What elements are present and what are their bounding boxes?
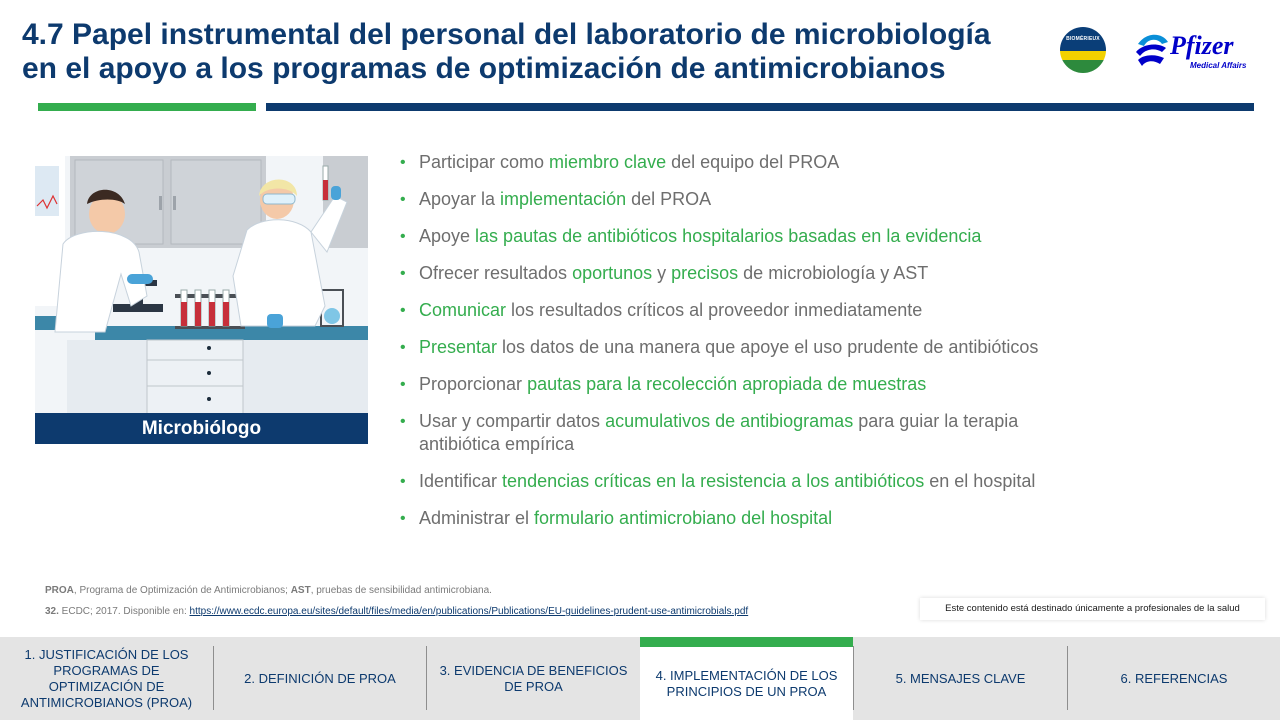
- bullet-item: [400, 262, 1090, 285]
- bullet-highlight-text: Comunicar: [419, 300, 507, 320]
- bullet-item: [400, 470, 1090, 493]
- bullet-text: en el hospital: [924, 471, 1036, 491]
- bullet-dot-icon: •: [400, 228, 406, 245]
- abbreviations-footnote: [45, 585, 492, 596]
- bullet-item: [400, 151, 1090, 174]
- nav-tab-referencias[interactable]: [1068, 637, 1280, 720]
- biomerieux-logo-band-yellow: [1060, 51, 1106, 60]
- bullet-item: [400, 299, 1090, 322]
- bullet-text: los datos de una manera que apoye el uso prudente de antibióticos: [497, 337, 1039, 357]
- nav-tab-label: 5. MENSAJES CLAVE: [895, 670, 1026, 686]
- reference-link[interactable]: https://www.ecdc.europa.eu/sites/default/files/media/en/publications/Publications/EU-guidelines-prudent-use-antimicrobials.pdf: [189, 606, 749, 617]
- bullet-highlight-text: acumulativos de antibiogramas: [605, 411, 854, 431]
- bullet-item: [400, 507, 1090, 530]
- bullet-text: del equipo del PROA: [666, 152, 840, 172]
- bullet-dot-icon: •: [400, 265, 406, 282]
- reference-text: ECDC; 2017. Disponible en:: [58, 606, 190, 617]
- header-divider-blue: [266, 103, 1254, 111]
- reference-footnote: [45, 606, 748, 617]
- bullet-item: [400, 410, 1090, 456]
- bullet-item: [400, 373, 1090, 396]
- bullet-highlight-text: pautas para la recolección apropiada de muestras: [527, 374, 927, 394]
- abbr-ast: AST: [290, 585, 311, 596]
- nav-tab-implementacion[interactable]: [640, 637, 853, 720]
- biomerieux-logo-band-green: [1060, 60, 1106, 73]
- bullet-dot-icon: •: [400, 154, 406, 171]
- bullet-text: para guiar la terapia antibiótica empírica: [419, 411, 1019, 454]
- bullet-highlight-text: Presentar: [419, 337, 498, 357]
- title-line-1: 4.7 Papel instrumental del personal del laboratorio de microbiología: [22, 18, 991, 51]
- bullet-dot-icon: •: [400, 191, 406, 208]
- section-navigation: [0, 637, 1280, 720]
- abbr-ast-definition: , pruebas de sensibilidad antimicrobiana.: [310, 585, 492, 596]
- nav-tab-mensajes-clave[interactable]: [854, 637, 1067, 720]
- bullet-text: Usar y compartir datos: [419, 411, 606, 431]
- bullet-dot-icon: •: [400, 339, 406, 356]
- lab-scene-icon: [35, 156, 368, 414]
- bullet-text: Ofrecer resultados: [419, 263, 573, 283]
- roles-bullet-list: [400, 151, 1090, 544]
- nav-tab-label: 3. EVIDENCIA DE BENEFICIOS DE PROA: [439, 662, 628, 694]
- bullet-text: de microbiología y AST: [738, 263, 929, 283]
- bullet-text: del PROA: [626, 189, 712, 209]
- pfizer-helix-icon: [1132, 30, 1172, 70]
- header-divider-green: [38, 103, 256, 111]
- bullet-highlight-text: precisos: [671, 263, 739, 283]
- bullet-text: Identificar: [419, 471, 503, 491]
- nav-tab-label: 4. IMPLEMENTACIÓN DE LOS PRINCIPIOS DE UN PROA: [655, 667, 838, 699]
- bullet-dot-icon: •: [400, 510, 406, 527]
- bullet-highlight-text: implementación: [500, 189, 627, 209]
- bullet-dot-icon: •: [400, 413, 406, 430]
- illustration-caption: Microbiólogo: [35, 413, 368, 444]
- bullet-highlight-text: miembro clave: [549, 152, 667, 172]
- microbiologist-illustration: [35, 156, 368, 414]
- bullet-highlight-text: formulario antimicrobiano del hospital: [534, 508, 833, 528]
- bullet-text: y: [652, 263, 672, 283]
- bullet-text: los resultados críticos al proveedor inmediatamente: [506, 300, 923, 320]
- reference-number: 32.: [45, 606, 59, 617]
- bullet-dot-icon: •: [400, 302, 406, 319]
- abbr-proa-definition: , Programa de Optimización de Antimicrobianos;: [73, 585, 291, 596]
- nav-tab-evidencia[interactable]: [427, 637, 640, 720]
- pfizer-logo-subtitle: Medical Affairs: [1190, 61, 1247, 70]
- bullet-highlight-text: tendencias críticas en la resistencia a los antibióticos: [502, 471, 925, 491]
- bullet-item: [400, 188, 1090, 211]
- bullet-item: [400, 225, 1090, 248]
- bullet-text: Apoyar la: [419, 189, 501, 209]
- nav-tab-label: 6. REFERENCIAS: [1120, 670, 1228, 686]
- page-title: [22, 18, 1062, 86]
- bullet-highlight-text: oportunos: [572, 263, 653, 283]
- pfizer-logo: [1132, 28, 1262, 76]
- bullet-text: Participar como: [419, 152, 550, 172]
- abbr-proa: PROA: [45, 585, 74, 596]
- nav-tab-label: 1. JUSTIFICACIÓN DE LOS PROGRAMAS DE OPTIMIZACIÓN DE ANTIMICROBIANOS (PROA): [20, 646, 193, 710]
- bullet-highlight-text: las pautas de antibióticos hospitalarios basadas en la evidencia: [475, 226, 982, 246]
- biomerieux-logo-text: BIOMÉRIEUX: [1060, 27, 1106, 51]
- nav-tab-definicion[interactable]: [214, 637, 426, 720]
- title-line-2: en el apoyo a los programas de optimización de antimicrobianos: [22, 52, 946, 85]
- pfizer-logo-name: Pfizer: [1170, 31, 1234, 60]
- hcp-disclaimer: Este contenido está destinado únicamente a profesionales de la salud: [920, 598, 1265, 620]
- bullet-text: Apoye: [419, 226, 476, 246]
- biomerieux-logo: [1060, 27, 1106, 73]
- bullet-text: Proporcionar: [419, 374, 528, 394]
- nav-tab-label: 2. DEFINICIÓN DE PROA: [244, 670, 396, 686]
- nav-tab-justificacion[interactable]: [0, 637, 213, 720]
- bullet-dot-icon: •: [400, 376, 406, 393]
- bullet-text: Administrar el: [419, 508, 535, 528]
- bullet-item: [400, 336, 1090, 359]
- bullet-dot-icon: •: [400, 473, 406, 490]
